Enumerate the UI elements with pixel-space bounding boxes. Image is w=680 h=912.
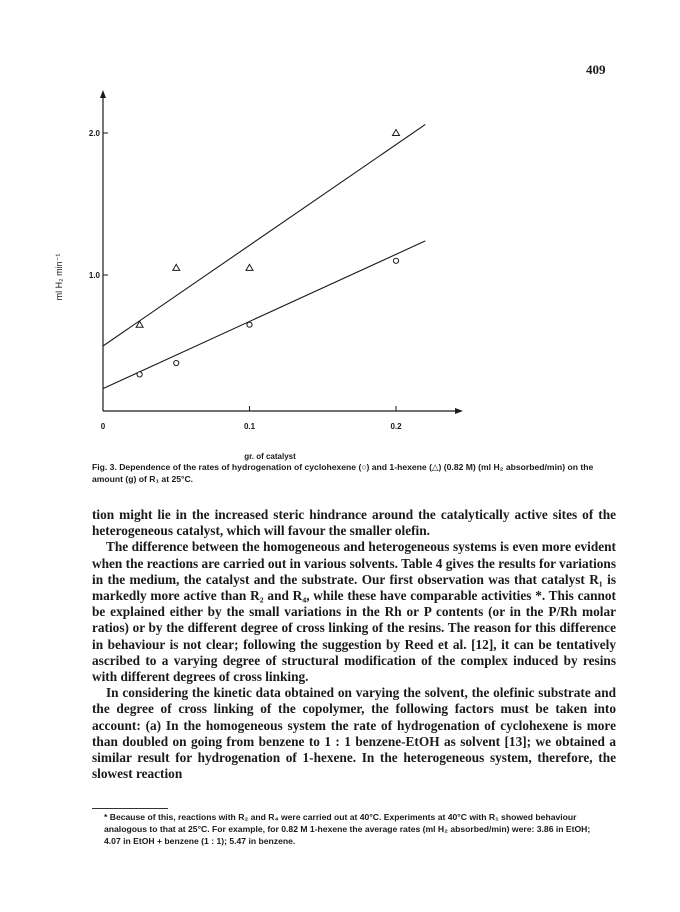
footnote-rule (92, 808, 168, 809)
x-axis-label: gr. of catalyst (244, 452, 296, 461)
paragraph-3: In considering the kinetic data obtained on varying the solvent, the olefinic substrate and the degree of cross linking of the copolymer, the following factors must be taken into account: (a) In the homogeneous system the rate of hydrogenation of cyclohexene is more than doubled on going from benzene to 1 : 1 benzene-EtOH as solvent [13]; we obtained a similar result for hydrogenation of 1-hexene. In the heterogeneous system, therefore, the slowest reaction (92, 685, 616, 782)
y-tick-label-0: 1.0 (88, 271, 100, 280)
series-1-point-2 (247, 322, 252, 327)
x-tick-label-1: 0.1 (243, 422, 256, 431)
paragraph-1: tion might lie in the increased steric hindrance around the catalytically active sites of the heterogeneous catalyst, which will favour the smaller olefin. (92, 507, 616, 539)
paragraph-2: The difference between the homogeneous and heterogeneous systems is even more evident when the reactions are carried out in various solvents. Table 4 gives the results for variations in the medium, the catalyst and the substrate. Our first observation was that catalyst R₁ is markedly more active than R₂ and R₄, while these have comparable activities *. This cannot be explained either by the small variations in the Rh or P contents (or in the P/Rh molar ratios) or by the different degree of cross linking of the resins. The reason for this difference in behaviour is not clear; following the suggestion by Reed et al. [12], it can be tentatively ascribed to a varying degree of structural modification of the complex induced by resins with different degrees of cross linking. (92, 539, 616, 685)
series-0-point-1 (173, 264, 180, 270)
x-tick-label-2: 0.2 (390, 422, 402, 431)
footnote: * Because of this, reactions with R₂ and R₄ were carried out at 40°C. Experiments at 40°C with R₁ showed behaviour analogous to that at 25°C. For example, for 0.82 M 1-hexene the average rates (ml H₂ absorbed/min) were: 3.86 in EtOH; 4.07 in EtOH + benzene (1 : 1); 5.47 in benzene. (104, 812, 591, 846)
figure-caption: Fig. 3. Dependence of the rates of hydrogenation of cyclohexene (○) and 1-hexene (△) (0.82 M) (ml H₂ absorbed/min) on the amount (g) of R₁ at 25°C. (92, 462, 594, 484)
series-1-point-3 (393, 258, 398, 263)
series-1-fit-line (103, 241, 425, 389)
page-number: 409 (586, 62, 606, 77)
y-tick-label-1: 2.0 (88, 129, 100, 138)
body-text (92, 507, 616, 782)
series-0-point-3 (393, 130, 400, 136)
series-0-point-2 (246, 264, 253, 270)
series-1-point-1 (174, 360, 179, 365)
x-tick-label-0: 0 (100, 422, 106, 431)
y-axis-label: ml H₂ min⁻¹ (54, 253, 64, 301)
y-axis-arrow (100, 90, 106, 98)
figure-3-chart (40, 80, 480, 461)
series-1-point-0 (137, 372, 142, 377)
x-axis-arrow (455, 408, 463, 414)
series-0-fit-line (103, 124, 425, 346)
